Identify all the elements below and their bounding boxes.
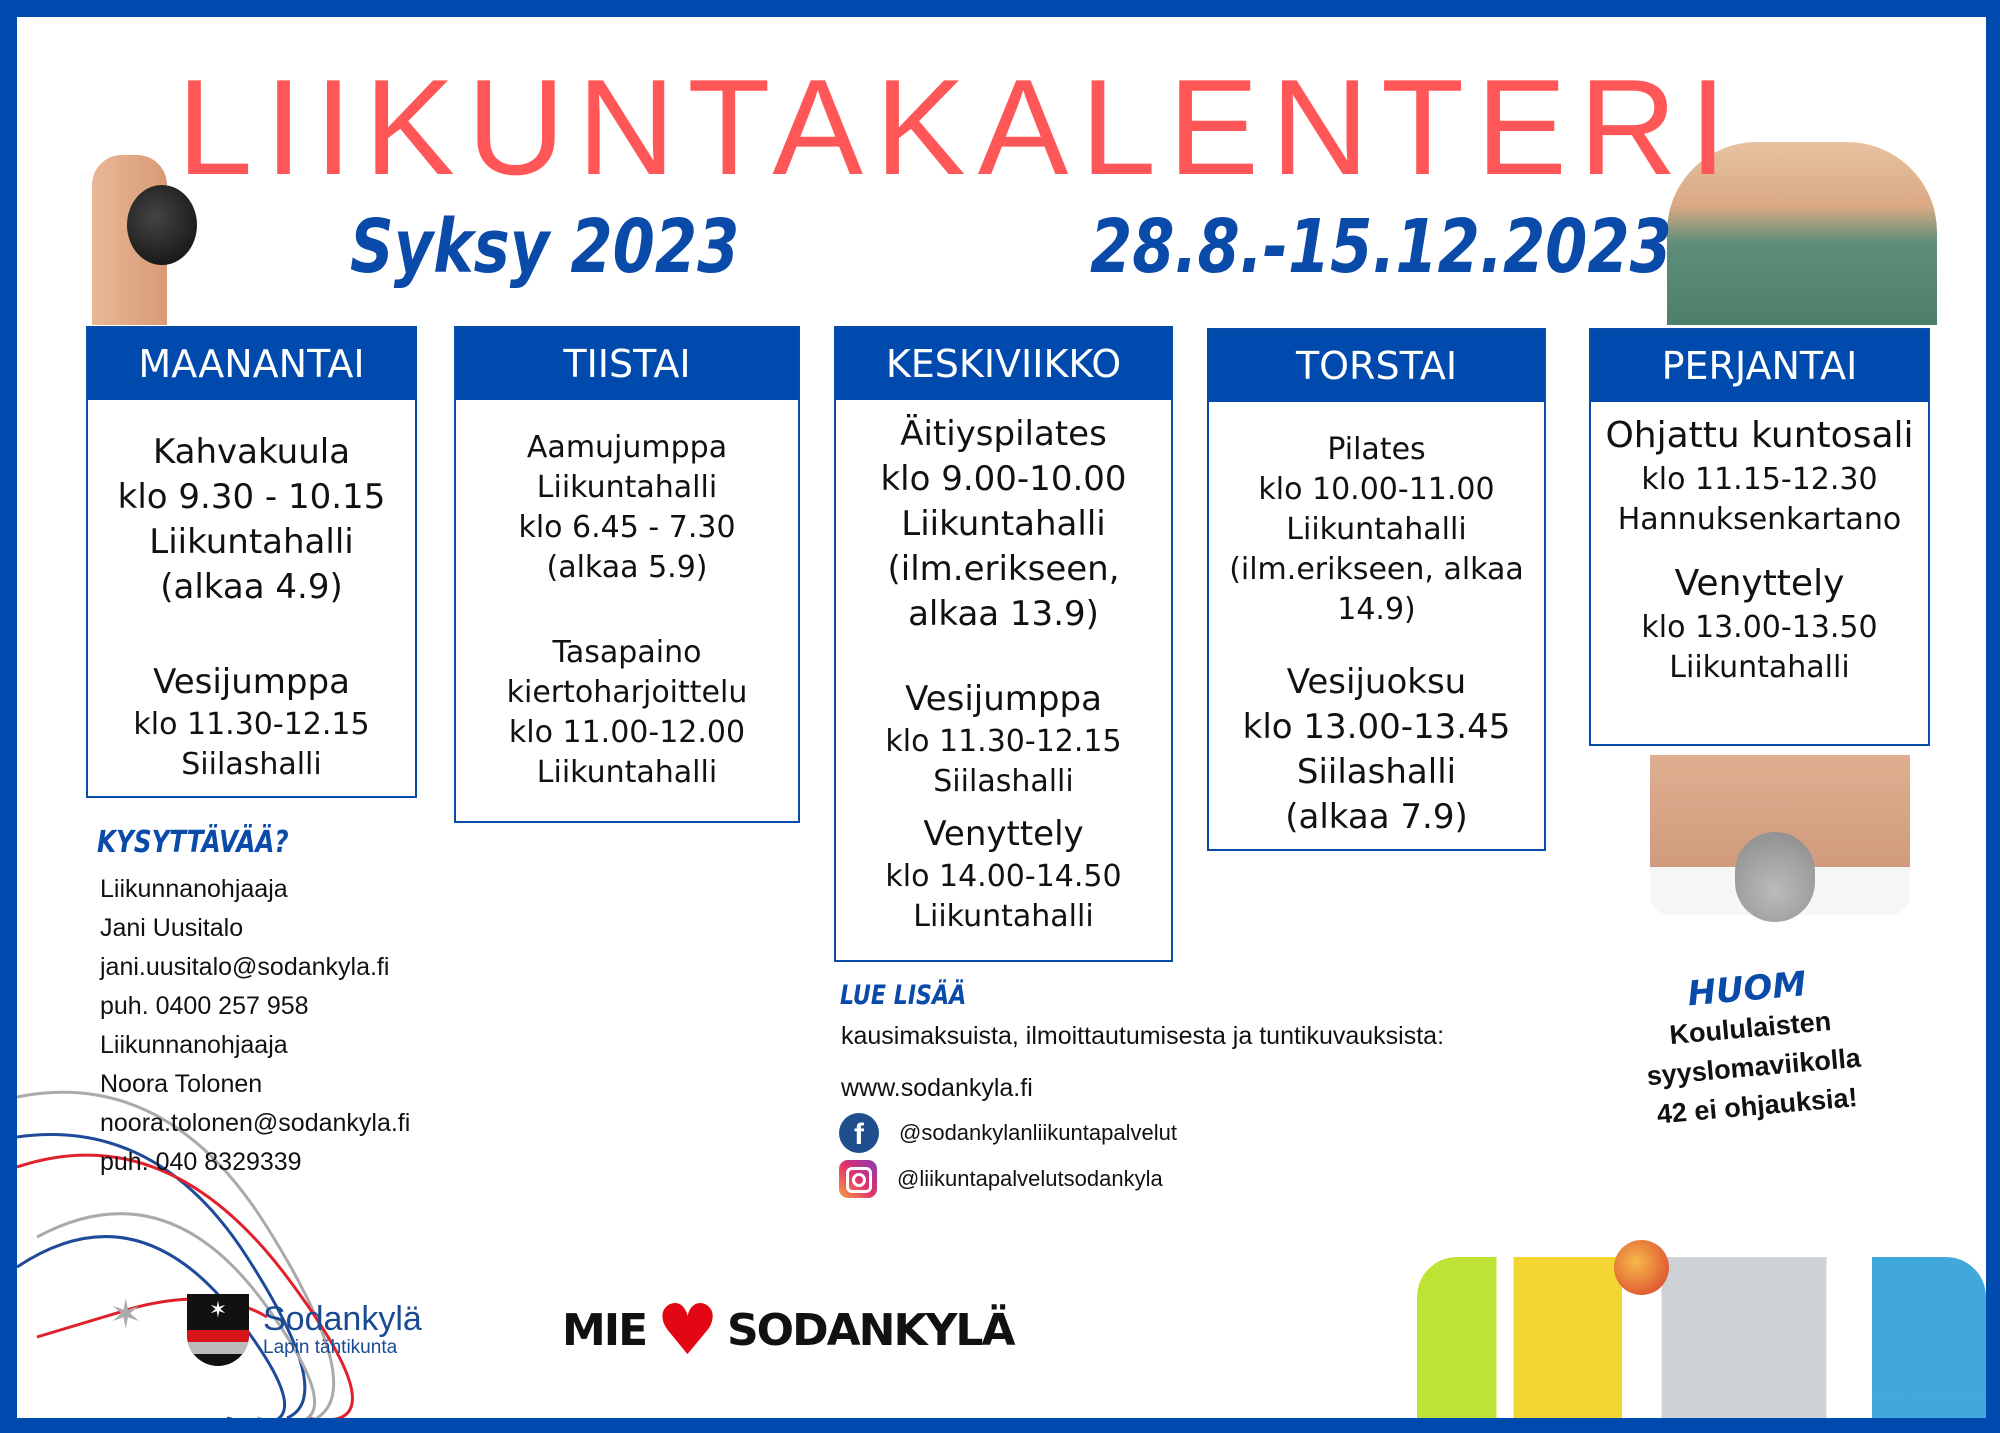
activity: Vesijuoksu klo 13.00-13.45 Siilashalli (alkaa 7.9) xyxy=(1242,662,1511,837)
contact-role: Liikunnanohjaaja xyxy=(100,875,288,903)
apple-photo xyxy=(1614,1240,1669,1295)
contact-name: Noora Tolonen xyxy=(100,1070,263,1098)
logo-name: Sodankylä xyxy=(263,1300,422,1338)
activity: Venyttely klo 13.00-13.50 Liikuntahalli xyxy=(1641,563,1878,685)
note-box xyxy=(1581,955,1923,1140)
facebook-icon: f xyxy=(839,1113,879,1153)
note-line: syyslomaviikolla xyxy=(1645,1042,1862,1092)
pink-kettlebell-photo xyxy=(1735,832,1815,922)
facebook-handle: @sodankylanliikuntapalvelut xyxy=(899,1120,1177,1145)
day-column-monday xyxy=(86,326,417,798)
instagram-handle: @liikuntapalvelutsodankyla xyxy=(897,1166,1163,1191)
fitness-equipment-photo xyxy=(1417,1257,1986,1418)
activity: Ohjattu kuntosali klo 11.15-12.30 Hannuksenkartano xyxy=(1605,415,1914,537)
season-subtitle: Syksy 2023 xyxy=(350,204,740,290)
note-line: Koululaisten xyxy=(1668,1006,1833,1051)
contact-phone: puh. 040 8329339 xyxy=(100,1148,302,1176)
contact-email-link[interactable]: jani.uusitalo@sodankyla.fi xyxy=(100,953,390,981)
activity: Vesijumppa klo 11.30-12.15 Siilashalli xyxy=(133,662,370,782)
day-column-thursday xyxy=(1207,328,1546,851)
day-column-friday xyxy=(1589,328,1930,746)
read-more-text: kausimaksuista, ilmoittautumisesta ja tuntikuvauksista: xyxy=(841,1022,1445,1050)
coat-of-arms-icon: ✶ xyxy=(187,1294,249,1366)
logo-tagline: Lapin tähtikunta xyxy=(263,1337,398,1358)
instagram-icon xyxy=(839,1160,877,1198)
activity: Äitiyspilates klo 9.00-10.00 Liikuntahalli (ilm.erikseen, alkaa 13.9) xyxy=(880,414,1127,634)
contact-role: Liikunnanohjaaja xyxy=(100,1031,288,1059)
activity: Venyttely klo 14.00-14.50 Liikuntahalli xyxy=(885,814,1122,934)
slogan-left: MIE xyxy=(562,1304,647,1356)
contacts-heading: KYSYTTÄVÄÄ? xyxy=(97,825,289,860)
sodankyla-logo xyxy=(187,1294,422,1366)
facebook-link[interactable] xyxy=(839,1113,1177,1153)
day-header: MAANANTAI xyxy=(88,328,415,400)
instagram-link[interactable] xyxy=(839,1160,1163,1198)
day-header: KESKIVIIKKO xyxy=(836,328,1171,400)
day-column-wednesday xyxy=(834,326,1173,962)
activity: Vesijumppa klo 11.30-12.15 Siilashalli xyxy=(885,679,1122,799)
date-range: 28.8.-15.12.2023 xyxy=(1090,204,1672,290)
contact-email-link[interactable]: noora.tolonen@sodankyla.fi xyxy=(100,1109,411,1137)
day-column-tuesday xyxy=(454,326,800,823)
read-more-heading: LUE LISÄÄ xyxy=(840,980,967,1011)
day-header: TIISTAI xyxy=(456,328,798,400)
day-header: TORSTAI xyxy=(1209,330,1544,402)
activity: Tasapaino kiertoharjoittelu klo 11.00-12.00 Liikuntahalli xyxy=(506,635,748,790)
activity: Pilates klo 10.00-11.00 Liikuntahalli (ilm.erikseen, alkaa 14.9) xyxy=(1229,432,1524,627)
activity: Kahvakuula klo 9.30 - 10.15 Liikuntahalli (alkaa 4.9) xyxy=(117,432,386,607)
activity: Aamujumppa Liikuntahalli klo 6.45 - 7.30 (alkaa 5.9) xyxy=(518,430,736,585)
note-line: 42 ei ohjauksia! xyxy=(1655,1082,1859,1130)
contacts-list xyxy=(100,870,410,1182)
contact-name: Jani Uusitalo xyxy=(100,914,244,942)
contact-phone: puh. 0400 257 958 xyxy=(100,992,309,1020)
star-icon: ✶ xyxy=(109,1292,143,1338)
website-link[interactable]: www.sodankyla.fi xyxy=(841,1074,1033,1102)
slogan xyxy=(562,1289,1014,1371)
note-heading: HUOM xyxy=(1685,964,1808,1015)
heart-icon: ♥ xyxy=(656,1289,717,1371)
poster xyxy=(17,17,1986,1418)
page-title: LIIKUNTAKALENTERI xyxy=(177,51,1739,203)
day-header: PERJANTAI xyxy=(1591,330,1928,402)
slogan-right: SODANKYLÄ xyxy=(726,1304,1014,1356)
